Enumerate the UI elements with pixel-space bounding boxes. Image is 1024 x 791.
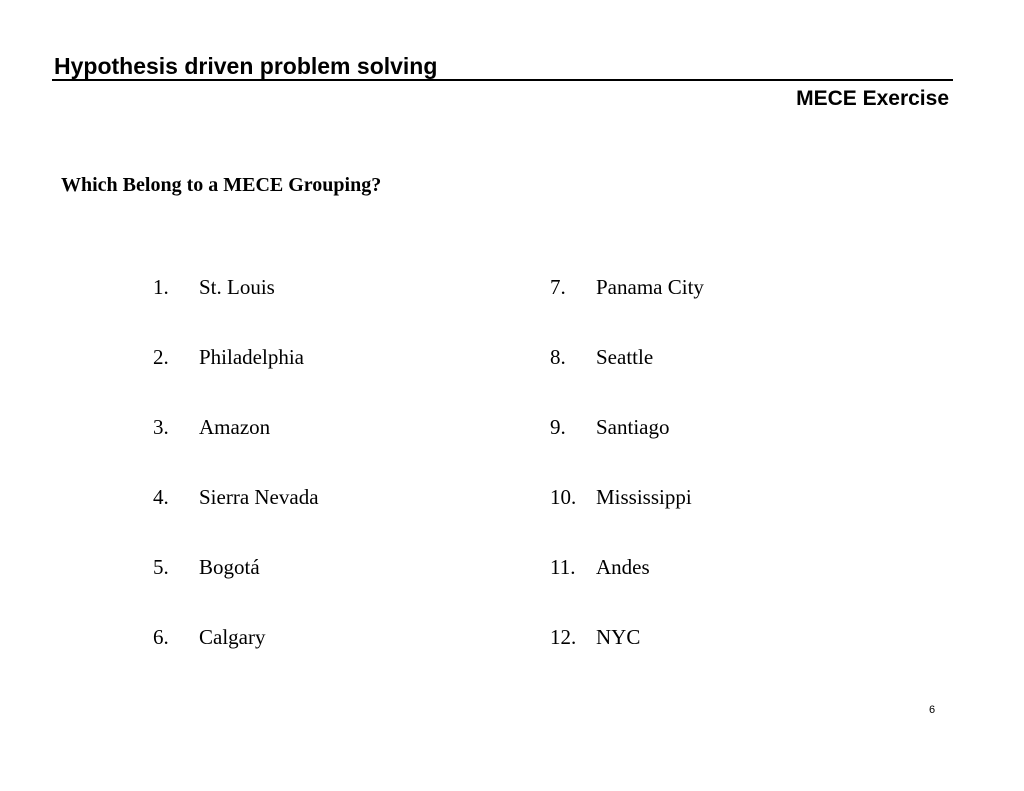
list-item bbox=[153, 623, 319, 693]
list-item bbox=[153, 273, 319, 343]
item-number: 9. bbox=[550, 415, 566, 439]
list-item bbox=[550, 553, 704, 623]
item-number: 4. bbox=[153, 485, 169, 509]
item-number: 8. bbox=[550, 345, 566, 369]
list-item bbox=[153, 553, 319, 623]
slide-subtitle: MECE Exercise bbox=[796, 87, 949, 110]
page-number: 6 bbox=[929, 704, 936, 716]
list-item bbox=[550, 273, 704, 343]
item-text: St. Louis bbox=[199, 275, 275, 299]
item-number: 11. bbox=[550, 555, 576, 579]
item-text: Philadelphia bbox=[199, 345, 304, 369]
title-divider bbox=[52, 79, 953, 81]
item-list-left bbox=[153, 273, 319, 693]
item-number: 3. bbox=[153, 415, 169, 439]
list-item bbox=[153, 343, 319, 413]
list-item bbox=[153, 483, 319, 553]
list-item bbox=[153, 413, 319, 483]
question-heading: Which Belong to a MECE Grouping? bbox=[61, 174, 382, 196]
item-number: 5. bbox=[153, 555, 169, 579]
item-text: Santiago bbox=[596, 415, 670, 439]
list-item bbox=[550, 343, 704, 413]
list-item bbox=[550, 623, 704, 693]
item-list-right bbox=[550, 273, 704, 693]
item-number: 10. bbox=[550, 485, 577, 509]
item-text: Amazon bbox=[199, 415, 271, 439]
item-text: Sierra Nevada bbox=[199, 485, 319, 509]
item-number: 1. bbox=[153, 275, 169, 299]
slide-title: Hypothesis driven problem solving bbox=[54, 53, 438, 79]
item-text: Seattle bbox=[596, 345, 654, 369]
item-number: 7. bbox=[550, 275, 566, 299]
item-number: 6. bbox=[153, 625, 169, 649]
item-text: Mississippi bbox=[596, 485, 692, 509]
list-item bbox=[550, 413, 704, 483]
item-number: 12. bbox=[550, 625, 577, 649]
list-item bbox=[550, 483, 704, 553]
item-number: 2. bbox=[153, 345, 169, 369]
item-text: Bogotá bbox=[199, 555, 260, 579]
item-text: Calgary bbox=[199, 625, 266, 649]
item-text: NYC bbox=[596, 625, 641, 649]
item-text: Andes bbox=[596, 555, 650, 579]
item-text: Panama City bbox=[596, 275, 704, 299]
